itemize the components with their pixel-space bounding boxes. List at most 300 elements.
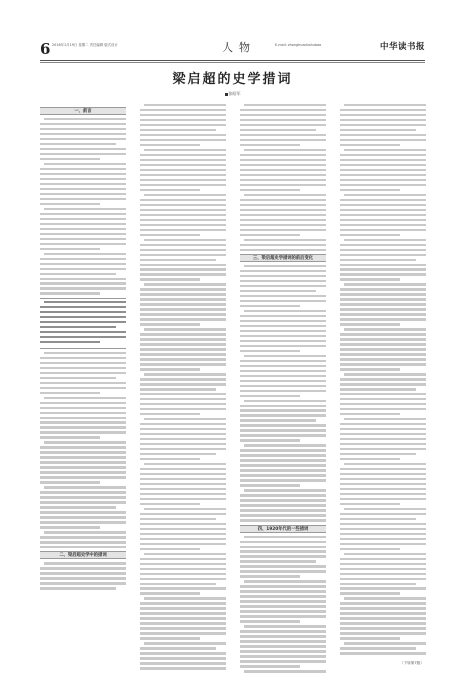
text-line <box>144 283 226 285</box>
text-line <box>140 114 226 116</box>
text-line <box>140 592 200 594</box>
text-line <box>40 287 126 289</box>
text-line <box>340 483 426 485</box>
text-line <box>40 278 126 280</box>
text-line <box>40 362 126 364</box>
text-line <box>340 647 416 649</box>
text-line <box>140 398 226 400</box>
text-line <box>340 518 416 520</box>
text-line <box>240 109 326 111</box>
text-line <box>240 330 326 332</box>
text-line <box>140 184 226 186</box>
text-line <box>40 168 126 170</box>
text-line <box>40 446 126 448</box>
text-line <box>340 234 400 236</box>
text-line <box>240 610 326 612</box>
section-heading: 二、梁启超史学中的措词 <box>40 551 126 559</box>
text-line <box>340 338 426 340</box>
text-line <box>344 239 426 241</box>
text-line <box>244 355 326 357</box>
text-line <box>40 133 126 135</box>
text-line <box>340 493 426 495</box>
text-line <box>240 139 326 141</box>
text-line <box>340 558 426 560</box>
text-line <box>140 169 226 171</box>
text-line <box>140 189 200 191</box>
text-line <box>340 523 426 525</box>
text-line <box>140 323 200 325</box>
text-line <box>40 491 126 493</box>
text-line <box>40 506 116 508</box>
text-line <box>140 533 226 535</box>
text-line <box>240 504 326 506</box>
text-line <box>140 538 226 540</box>
text-line <box>340 164 426 166</box>
text-line <box>244 149 326 151</box>
text-line <box>340 513 426 515</box>
text-line <box>140 224 226 226</box>
text-line <box>140 587 226 589</box>
text-line <box>240 345 326 347</box>
text-line <box>140 303 226 305</box>
text-line <box>340 607 426 609</box>
text-line <box>340 134 426 136</box>
text-line <box>140 164 226 166</box>
text-line <box>340 453 416 455</box>
text-line <box>140 199 226 201</box>
text-line <box>40 511 126 513</box>
text-line <box>240 164 326 166</box>
text-line <box>340 573 426 575</box>
text-line <box>240 575 300 577</box>
body-text <box>40 352 126 549</box>
text-line <box>140 667 226 669</box>
text-line <box>240 315 326 317</box>
text-line <box>240 189 300 191</box>
text-line <box>140 174 226 176</box>
text-line <box>340 323 400 325</box>
text-line <box>44 118 126 120</box>
text-line <box>140 583 216 585</box>
text-line <box>340 408 426 410</box>
text-line <box>240 280 326 282</box>
text-line <box>240 459 326 461</box>
text-line <box>140 383 226 385</box>
text-line <box>140 288 226 290</box>
text-line <box>140 278 200 280</box>
text-line <box>240 615 326 617</box>
text-line <box>240 214 326 216</box>
text-line <box>140 259 216 261</box>
text-line <box>340 318 426 320</box>
body-text <box>140 104 226 670</box>
text-line <box>340 637 400 639</box>
text-line <box>240 499 326 501</box>
text-line <box>140 179 226 181</box>
text-line <box>40 526 100 528</box>
text-line <box>40 382 126 384</box>
text-line <box>244 489 326 491</box>
column-4 <box>340 104 426 657</box>
text-line <box>240 204 326 206</box>
text-line <box>144 239 226 241</box>
text-line <box>44 486 126 488</box>
text-line <box>140 518 216 520</box>
text-line <box>44 352 126 354</box>
text-line <box>240 219 326 221</box>
text-line <box>240 494 326 496</box>
text-line <box>140 403 226 405</box>
text-line <box>40 471 126 473</box>
text-line <box>340 413 400 415</box>
text-line <box>140 523 226 525</box>
text-line <box>140 632 226 634</box>
text-line <box>40 431 126 433</box>
text-line <box>240 424 326 426</box>
text-line <box>140 353 226 355</box>
text-line <box>240 300 326 302</box>
text-line <box>244 625 326 627</box>
text-line <box>240 660 326 662</box>
text-line <box>140 144 200 146</box>
text-line <box>340 448 426 450</box>
text-line <box>240 249 326 251</box>
text-line <box>40 451 126 453</box>
text-line <box>240 124 326 126</box>
text-line <box>240 390 326 392</box>
text-line <box>340 184 426 186</box>
text-line <box>340 154 426 156</box>
text-line <box>44 397 126 399</box>
text-line <box>140 273 226 275</box>
text-line <box>44 441 126 443</box>
text-line <box>340 473 426 475</box>
text-line <box>344 553 426 555</box>
text-line <box>340 538 426 540</box>
text-line <box>144 104 226 106</box>
text-line <box>240 360 326 362</box>
text-line <box>240 169 326 171</box>
text-line <box>140 358 226 360</box>
text-line <box>240 224 326 226</box>
text-line <box>40 263 126 265</box>
text-line <box>140 109 226 111</box>
text-line <box>140 154 226 156</box>
text-line <box>40 481 100 483</box>
text-line <box>240 479 326 481</box>
text-line <box>240 305 300 307</box>
text-line <box>40 268 126 270</box>
text-line <box>240 565 326 567</box>
text-line <box>240 419 316 421</box>
text-line <box>340 583 416 585</box>
text-line <box>40 198 126 200</box>
text-line <box>140 333 226 335</box>
text-line <box>40 516 126 518</box>
text-line <box>340 264 426 266</box>
text-line <box>40 158 100 160</box>
text-line <box>40 218 126 220</box>
text-line <box>140 488 226 490</box>
text-line <box>140 468 226 470</box>
text-line <box>340 368 400 370</box>
text-line <box>40 341 100 343</box>
text-line <box>344 508 426 510</box>
text-line <box>240 635 326 637</box>
text-line <box>340 498 426 500</box>
text-line <box>240 550 326 552</box>
text-line <box>240 605 326 607</box>
text-line <box>40 238 126 240</box>
text-line <box>140 214 226 216</box>
text-line <box>40 316 126 318</box>
text-line <box>140 119 226 121</box>
text-line <box>240 590 326 592</box>
text-line <box>140 627 226 629</box>
text-line <box>40 456 126 458</box>
text-line <box>140 234 200 236</box>
text-line <box>240 129 316 131</box>
text-line <box>240 184 326 186</box>
text-line <box>140 602 226 604</box>
text-line <box>340 353 426 355</box>
text-line <box>140 209 226 211</box>
text-line <box>340 433 426 435</box>
text-line <box>340 298 426 300</box>
text-line <box>344 104 426 106</box>
text-line <box>140 662 226 664</box>
text-line <box>40 377 116 379</box>
text-line <box>340 179 426 181</box>
text-line <box>40 402 126 404</box>
pull-quote <box>40 298 126 349</box>
text-line <box>340 568 426 570</box>
text-line <box>340 169 426 171</box>
text-line <box>240 134 326 136</box>
text-line <box>340 393 426 395</box>
text-line <box>140 428 226 430</box>
text-line <box>40 138 126 140</box>
text-line <box>40 258 126 260</box>
text-line <box>244 400 326 402</box>
text-line <box>244 265 326 267</box>
text-line <box>140 612 226 614</box>
text-line <box>140 254 226 256</box>
text-line <box>240 325 326 327</box>
text-line <box>240 449 326 451</box>
text-line <box>140 249 226 251</box>
text-line <box>40 392 100 394</box>
text-line <box>40 143 116 145</box>
text-line <box>340 249 426 251</box>
byline <box>40 91 425 97</box>
text-line <box>144 642 226 644</box>
text-line <box>40 321 126 323</box>
text-line <box>340 273 426 275</box>
page-header <box>40 40 425 60</box>
article-title: 梁启超的史学措词 <box>172 72 293 87</box>
text-line <box>340 378 426 380</box>
text-line <box>40 223 126 225</box>
column-3 <box>240 104 326 675</box>
text-line <box>344 149 426 151</box>
text-line <box>340 308 426 310</box>
text-line <box>340 503 400 505</box>
text-line <box>140 657 226 659</box>
text-line <box>340 209 426 211</box>
text-line <box>40 292 100 294</box>
text-line <box>140 378 226 380</box>
text-line <box>240 350 300 352</box>
text-line <box>340 204 426 206</box>
text-line <box>240 454 326 456</box>
text-line <box>340 224 426 226</box>
text-line <box>140 308 226 310</box>
text-line <box>40 188 126 190</box>
header-meta-left: 2016年1月19日 星期二 责任编辑 版式设计 <box>52 43 118 47</box>
text-line <box>340 219 426 221</box>
text-line <box>140 298 226 300</box>
text-line <box>40 213 126 215</box>
continued-note: （下转第7版） <box>400 661 424 665</box>
text-line <box>240 541 326 543</box>
text-line <box>240 295 326 297</box>
text-line <box>40 436 100 438</box>
text-line <box>340 602 426 604</box>
text-line <box>140 413 200 415</box>
text-line <box>340 528 426 530</box>
text-line <box>140 607 226 609</box>
text-line <box>140 229 226 231</box>
text-line <box>244 239 326 241</box>
text-line <box>244 444 326 446</box>
text-line <box>144 418 226 420</box>
section-heading: 一、前言 <box>40 107 126 115</box>
text-line <box>240 285 326 287</box>
text-line <box>340 214 426 216</box>
text-line <box>344 418 426 420</box>
text-line <box>340 622 426 624</box>
text-line <box>144 597 226 599</box>
text-line <box>340 478 426 480</box>
text-line <box>40 128 126 130</box>
text-line <box>144 508 226 510</box>
text-line <box>340 129 416 131</box>
text-line <box>340 388 416 390</box>
text-line <box>140 528 226 530</box>
text-line <box>40 282 126 284</box>
text-line <box>140 443 226 445</box>
text-line <box>44 163 126 165</box>
text-line <box>40 476 126 478</box>
text-line <box>240 585 326 587</box>
text-line <box>40 326 116 328</box>
text-line <box>340 652 426 654</box>
text-line <box>340 343 426 345</box>
text-line <box>240 434 326 436</box>
text-line <box>340 303 426 305</box>
text-line <box>340 587 426 589</box>
text-line <box>140 129 216 131</box>
text-line <box>140 558 226 560</box>
text-line <box>340 278 400 280</box>
body-text <box>240 536 326 673</box>
text-line <box>40 153 126 155</box>
text-line <box>140 503 200 505</box>
text-line <box>340 438 426 440</box>
text-line <box>240 600 326 602</box>
text-line <box>44 301 126 303</box>
column-1 <box>40 104 126 592</box>
text-line <box>140 543 226 545</box>
text-line <box>240 154 326 156</box>
text-line <box>144 149 226 151</box>
text-line <box>40 421 126 423</box>
text-line <box>340 293 426 295</box>
text-line <box>340 458 400 460</box>
text-line <box>340 468 426 470</box>
text-line <box>144 553 226 555</box>
section-heading: 四、1920年代的一些措词 <box>240 525 326 533</box>
text-line <box>140 458 200 460</box>
text-line <box>240 290 316 292</box>
text-line <box>244 670 326 672</box>
text-line <box>344 373 426 375</box>
text-line <box>240 234 300 236</box>
text-line <box>40 367 126 369</box>
text-line <box>140 448 226 450</box>
text-line <box>340 403 426 405</box>
text-line <box>240 244 326 246</box>
text-line <box>340 229 426 231</box>
page-number: 6 <box>40 40 51 58</box>
text-line <box>340 533 426 535</box>
text-line <box>140 433 226 435</box>
text-line <box>244 194 326 196</box>
text-line <box>40 577 126 579</box>
text-line <box>240 560 316 562</box>
text-line <box>40 331 126 333</box>
text-line <box>240 474 326 476</box>
text-line <box>340 159 426 161</box>
text-line <box>140 423 226 425</box>
text-line <box>40 228 126 230</box>
text-line <box>344 597 426 599</box>
text-line <box>340 114 426 116</box>
body-text <box>40 118 126 295</box>
text-line <box>44 562 126 564</box>
text-line <box>140 647 216 649</box>
text-line <box>140 268 226 270</box>
text-line <box>240 385 326 387</box>
text-line <box>244 580 326 582</box>
text-line <box>140 318 226 320</box>
text-line <box>140 617 226 619</box>
text-line <box>40 426 126 428</box>
text-line <box>240 144 300 146</box>
text-line <box>240 519 326 521</box>
text-line <box>340 592 400 594</box>
text-line <box>140 204 226 206</box>
text-line <box>140 637 200 639</box>
text-line <box>240 429 326 431</box>
text-line <box>340 358 426 360</box>
text-line <box>40 183 126 185</box>
text-line <box>340 548 400 550</box>
text-line <box>140 493 226 495</box>
byline-square-icon <box>225 93 228 96</box>
text-line <box>140 363 226 365</box>
